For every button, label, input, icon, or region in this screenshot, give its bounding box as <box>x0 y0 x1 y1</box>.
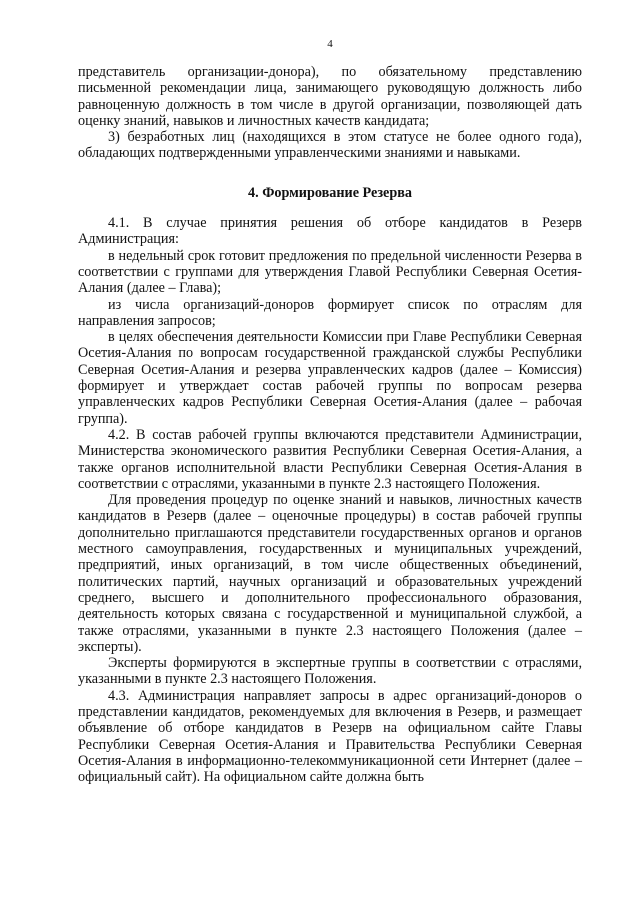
paragraph-expert-groups: Эксперты формируются в экспертные группы в соответствии с отраслями, указанными в пункте 2.3 настоящего Положения. <box>78 655 582 688</box>
paragraph-commission: в целях обеспечения деятельности Комиссии при Главе Республики Северная Осетия-Алания по вопросам государственной гражданской службы Республики Северная Осетия-Алания и резерва управленческих кадров (далее – Комиссия) формирует и утверждает состав рабочей группы по вопросам резерва управленческих кадров Республики Северная Осетия-Алания (далее – рабочая группа). <box>78 329 582 427</box>
page-number: 4 <box>327 38 333 50</box>
paragraph-experts-invite: Для проведения процедур по оценке знаний и навыков, личностных качеств кандидатов в Резерв (далее – оценочные процедуры) в состав рабочей группы дополнительно приглашаются представители государственных органов и органов местного самоуправления, государственных и муниципальных учреждений, предприятий, иных организаций, в том числе общественных объединений, политических партий, научных организаций и образовательных учреждений среднего, высшего и дополнительного профессионального образования, деятельность которых связана с государственной и муниципальной службой, а также отраслями, указанными в пункте 2.3 настоящего Положения (далее – эксперты). <box>78 492 582 655</box>
paragraph-continued: представитель организации-донора), по обязательному представлению письменной рекомендации лица, занимающего руководящую должность либо равноценную должность в том числе в другой организации, позволяющей дать оценку знаний, навыков и личностных качеств кандидата; <box>78 64 582 129</box>
section-heading: 4. Формирование Резерва <box>248 184 412 201</box>
paragraph-donor-list: из числа организаций-доноров формирует список по отраслям для направления запросов; <box>78 296 582 329</box>
paragraph-4-3: 4.3. Администрация направляет запросы в адрес организаций-доноров о представлении кандидатов, рекомендуемых для включения в Резерв, и размещает объявление об отборе кандидатов в Резерв на официальном сайте Главы Республики Северная Осетия-Алания и Правительства Республики Северная Осетия-Алания в информационно-телекоммуникационной сети Интернет (далее – официальный сайт). На официальном сайте должна быть <box>78 687 582 786</box>
paragraph-4-2: 4.2. В состав рабочей группы включаются представители Администрации, Министерства экономического развития Республики Северная Осетия-Алания, а также органов исполнительной власти Республики Северная Осетия-Алания в соответствии с отраслями, указанными в пункте 2.3 настоящего Положения. <box>78 426 582 492</box>
paragraph-item-3: 3) безработных лиц (находящихся в этом статусе не более одного года), обладающих подтвержденными управленческими знаниями и навыками. <box>78 129 582 162</box>
document-body <box>78 64 582 785</box>
paragraph-reserve-size: в недельный срок готовит предложения по предельной численности Резерва в соответствии с группами для утверждения Главой Республики Северная Осетия-Алания (далее – Глава); <box>78 247 582 297</box>
paragraph-4-1: 4.1. В случае принятия решения об отборе кандидатов в Резерв Администрация: <box>78 215 582 248</box>
